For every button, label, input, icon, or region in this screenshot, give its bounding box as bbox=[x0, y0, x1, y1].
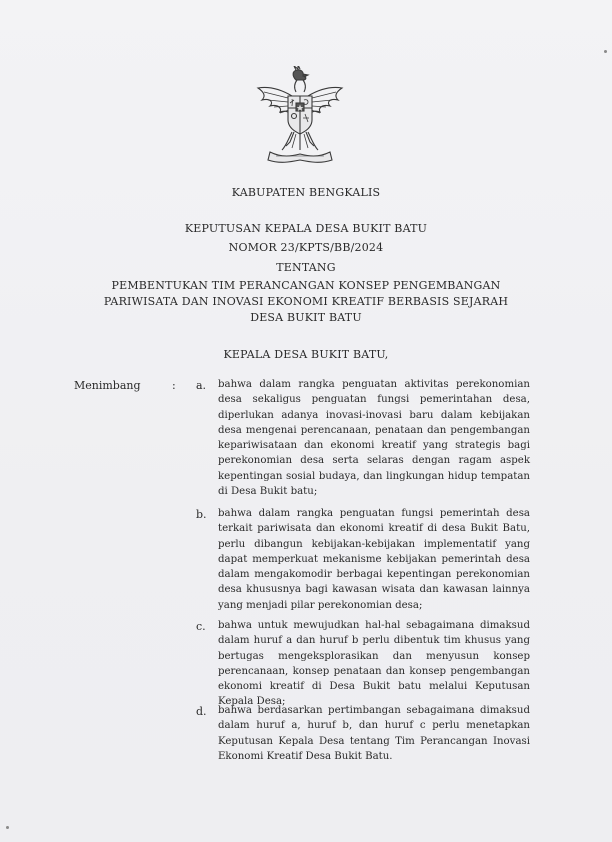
clause-text: bahwa berdasarkan pertimbangan sebagaimana dimaksud dalam huruf a, huruf b, dan huruf c perlu menetapkan Keputusan Kepala Desa tentang Tim Perancangan Inovasi Ekonomi Kreatif Desa Bukit Batu. bbox=[218, 705, 530, 762]
clause-letter: d. bbox=[196, 705, 207, 718]
issuer-title: KEPALA DESA BUKIT BATU, bbox=[223, 348, 389, 361]
clause-text: bahwa dalam rangka penguatan fungsi pemerintah desa terkait pariwisata dan ekonomi kreatif di desa Bukit Batu, perlu dibangun kebijakan-kebijakan implementatif yang dapat memperkuat mekanisme kebijakan pemerintah desa dalam mengakomodir berbagai kepentingan perekonomian desa khususnya bagi kawasan wisata dan kawasan lainnya yang menjadi pilar perekonomian desa; bbox=[218, 508, 530, 611]
considering-colon: : bbox=[172, 379, 176, 392]
clause-letter: a. bbox=[196, 379, 207, 392]
clause-text: bahwa dalam rangka penguatan aktivitas perekonomian desa sekaligus penguatan fungsi pemerintahan desa, diperlukan adanya inovasi-inovasi baru dalam kebijakan desa mengenai perencanaan, penataan dan pengembangan kepariwisataan dan ekonomi kreatif yang strategis bagi perekonomian desa serta selaras dengan ragam aspek kepentingan sosial budaya, dan lingkungan hidup tempatan di Desa Bukit batu; bbox=[218, 379, 530, 498]
decree-subject-line: DESA BUKIT BATU bbox=[250, 311, 362, 324]
scan-speck bbox=[604, 50, 607, 53]
clause-text: bahwa untuk mewujudkan hal-hal sebagaimana dimaksud dalam huruf a dan huruf b perlu dibentuk tim khusus yang bertugas mengeksplorasikan dan menyusun konsep perencanaan, konsep penataan dan konsep pengembangan ekonomi kreatif di Desa Bukit batu melalui Keputusan Kepala Desa; bbox=[218, 620, 530, 708]
decree-number: NOMOR 23/KPTS/BB/2024 bbox=[228, 241, 384, 254]
clause-letter: c. bbox=[196, 620, 206, 633]
decree-subject-line: PEMBENTUKAN TIM PERANCANGAN KONSEP PENGEMBANGAN bbox=[111, 279, 501, 292]
decree-subject-line: PARIWISATA DAN INOVASI EKONOMI KREATIF BERBASIS SEJARAH bbox=[103, 295, 509, 308]
about-heading: TENTANG bbox=[276, 261, 336, 274]
regency-name: KABUPATEN BENGKALIS bbox=[231, 186, 381, 199]
garuda-emblem-icon bbox=[252, 66, 348, 170]
decree-title: KEPUTUSAN KEPALA DESA BUKIT BATU bbox=[184, 222, 428, 235]
clause-letter: b. bbox=[196, 508, 207, 521]
considering-label: Menimbang bbox=[74, 379, 141, 392]
scan-speck bbox=[6, 826, 9, 829]
